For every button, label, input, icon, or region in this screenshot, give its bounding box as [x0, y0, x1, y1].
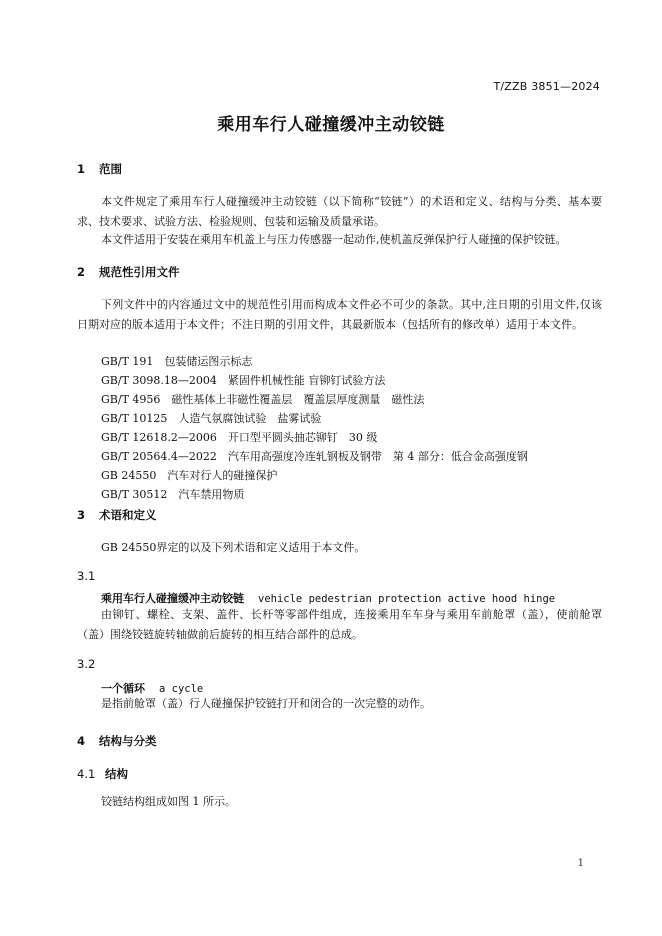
reference-item: GB 24550 汽车对行人的碰撞保护 — [101, 469, 278, 482]
subsection-title: 结构 — [105, 767, 128, 781]
section-number: 4 — [77, 734, 86, 748]
reference-item: GB/T 12618.2—2006 开口型平圆头抽芯铆钉 30 级 — [101, 431, 378, 444]
term-3-1-entry — [101, 590, 555, 606]
subsection-4-1-heading — [77, 766, 128, 782]
subsection-number: 4.1 — [77, 767, 96, 781]
section-number: 2 — [77, 265, 86, 279]
section-number: 3 — [77, 508, 86, 522]
section-4-heading — [77, 733, 157, 749]
section-3-heading — [77, 507, 157, 523]
term-chinese: 乘用车行人碰撞缓冲主动铰链 — [101, 592, 244, 605]
reference-item: GB/T 20564.4—2022 汽车用高强度冷连轧钢板及钢带 第 4 部分：低合金高强度钢 — [101, 450, 528, 463]
section-2-heading — [77, 264, 180, 280]
section-1-heading — [77, 161, 122, 177]
section-title: 范围 — [99, 162, 122, 176]
term-3-2-definition: 是指前舱罩（盖）行人碰撞保护铰链打开和闭合的一次完整的动作。 — [101, 697, 431, 710]
subsection-4-1-paragraph: 铰链结构组成如图 1 所示。 — [101, 795, 236, 808]
section-title: 术语和定义 — [99, 508, 157, 522]
reference-item: GB/T 10125 人造气氛腐蚀试验 盐雾试验 — [101, 412, 322, 425]
section-1-paragraph-2: 本文件适用于安装在乘用车机盖上与压力传感器一起动作,使机盖反弹保护行人碰撞的保护铰链。 — [101, 233, 567, 246]
section-1-paragraph-1: 本文件规定了乘用车行人碰撞缓冲主动铰链（以下简称“铰链”）的术语和定义、结构与分类、基本要求、技术要求、试验方法、检验规则、包装和运输及质量承诺。 — [77, 195, 602, 228]
standard-code: T/ZZB 3851—2024 — [493, 80, 600, 93]
section-3-paragraph-1: GB 24550界定的以及下列术语和定义适用于本文件。 — [101, 541, 366, 554]
document-title: 乘用车行人碰撞缓冲主动铰链 — [217, 115, 445, 135]
section-title: 结构与分类 — [99, 734, 157, 748]
section-title: 规范性引用文件 — [99, 265, 180, 279]
term-3-1-number: 3.1 — [77, 569, 96, 583]
term-3-1-definition: 由铆钉、螺栓、支架、盖件、长杆等零部件组成，连接乘用车车身与乘用车前舱罩（盖），使前舱罩（盖）围绕铰链旋转轴做前后旋转的相互结合部件的总成。 — [77, 608, 602, 641]
section-2-paragraph-1: 下列文件中的内容通过文中的规范性引用而构成本文件必不可少的条款。其中,注日期的引用文件,仅该日期对应的版本适用于本文件；不注日期的引用文件，其最新版本（包括所有的修改单）适用于本文件。 — [77, 298, 602, 331]
section-number: 1 — [77, 162, 86, 176]
reference-item: GB/T 3098.18—2004 紧固件机械性能 盲铆钉试验方法 — [101, 374, 386, 387]
term-english: vehicle pedestrian protection active hood hinge — [258, 593, 556, 605]
term-english: a cycle — [159, 683, 204, 695]
term-3-2-number: 3.2 — [77, 657, 96, 671]
reference-item: GB/T 4956 磁性基体上非磁性覆盖层 覆盖层厚度测量 磁性法 — [101, 393, 425, 406]
page-number: 1 — [577, 858, 584, 869]
reference-item: GB/T 191 包装储运图示标志 — [101, 355, 253, 368]
term-chinese: 一个循环 — [101, 682, 145, 695]
reference-item: GB/T 30512 汽车禁用物质 — [101, 488, 245, 501]
